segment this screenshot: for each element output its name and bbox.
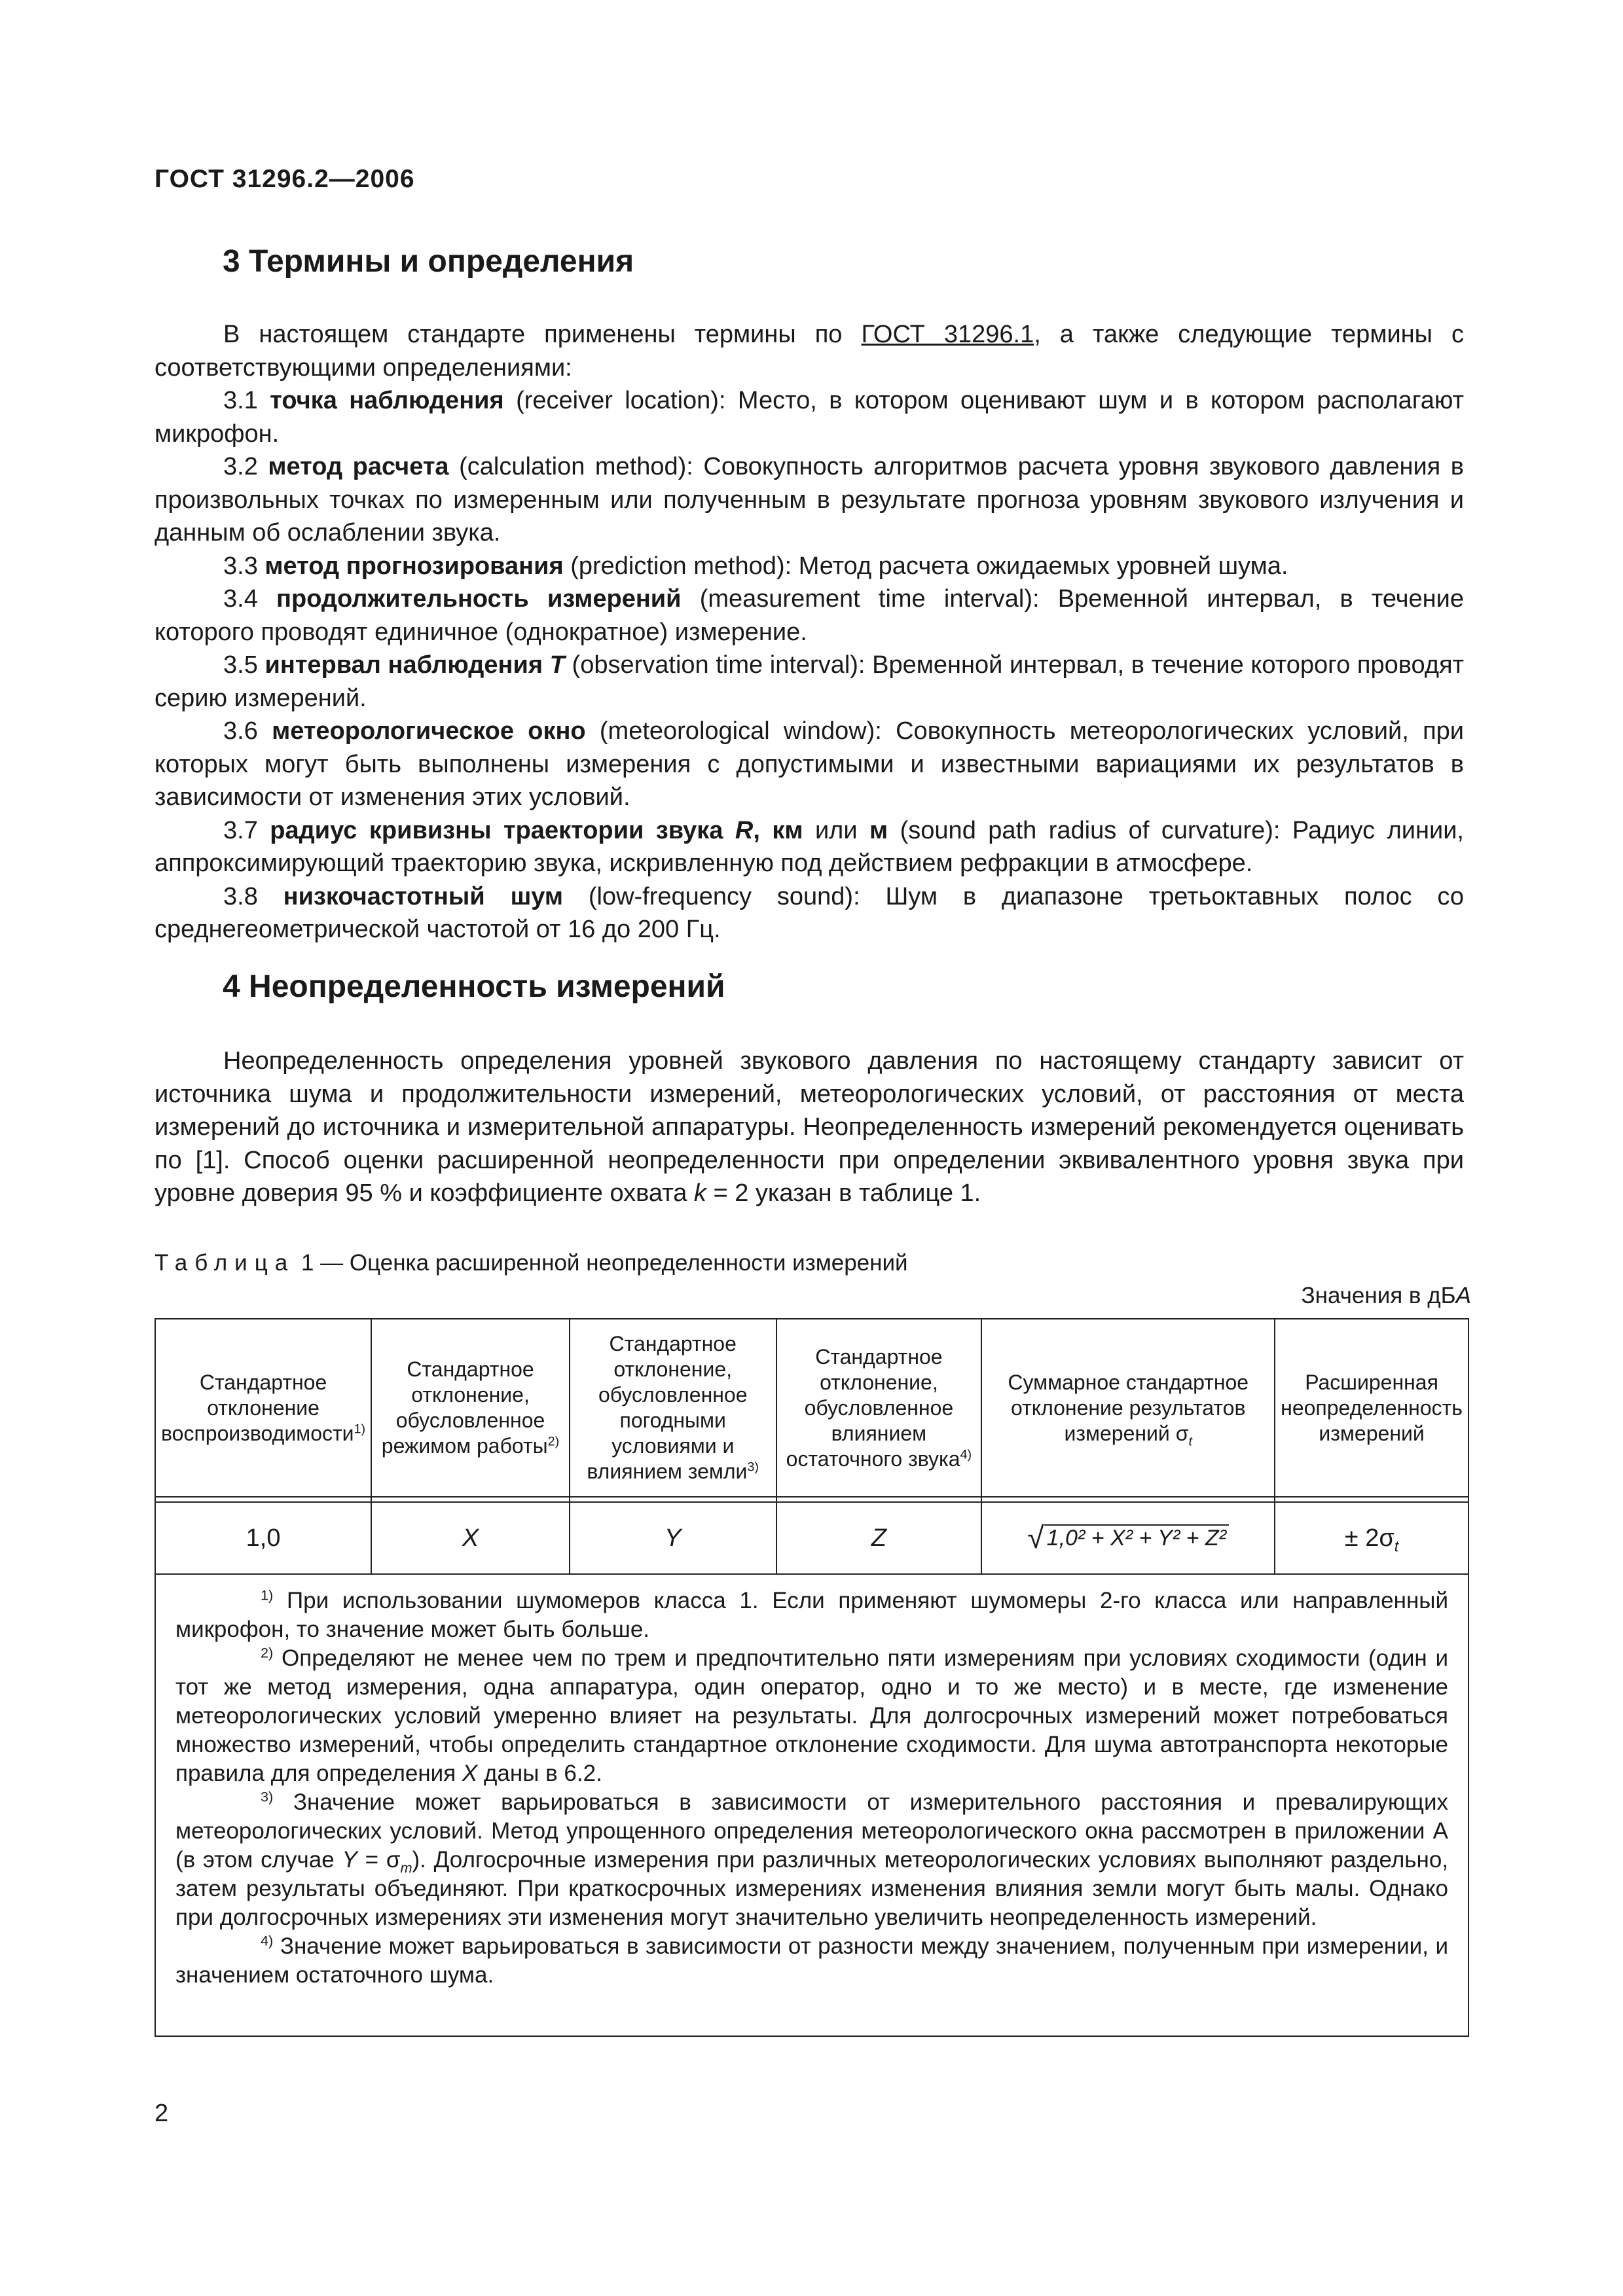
header-separator bbox=[155, 1497, 1468, 1502]
section-3-title: 3 Термины и определения bbox=[223, 244, 634, 279]
header-expanded-uncertainty bbox=[1275, 1319, 1468, 1497]
separator-cell bbox=[371, 1497, 570, 1502]
paragraph-text: Неопределенность определения уровней звукового давления по настоящему стандарту зависит от источника шума и продолжительности измерений, метеорологических условий, от расстояния от места измерений до источника и измерительной аппаратуры. Неопределенность измерений рекомендуется оценивать по [1]. Способ оценки расширенной неопределенности при определении эквивалентного уровня звука при уровне доверия 95 % и коэффициенте охвата bbox=[155, 1047, 1464, 1207]
header-text: Стандартное отклонение воспроизводимости bbox=[161, 1370, 354, 1445]
footnote-text-cont: ). Долгосрочные измерения при различных метеорологических условиях выполняют раздельно, затем результаты объединяют. При краткосрочных измерениях изменения влияния земли могут быть малы. Однако при долгосрочных измерениях эти изменения могут значительно увеличить неопределенность измерений. bbox=[175, 1847, 1449, 1930]
section-3-intro bbox=[155, 318, 1464, 384]
term-symbol: R bbox=[735, 816, 754, 844]
cell-z: Z bbox=[776, 1502, 982, 1574]
term-unit-alt: м bbox=[869, 816, 888, 844]
term-3-5 bbox=[155, 649, 1464, 715]
footnote-text-cont: даны в 6.2. bbox=[477, 1761, 602, 1786]
footnote-3 bbox=[175, 1788, 1448, 1932]
term-name: точка наблюдения bbox=[270, 387, 504, 414]
table-1-units bbox=[1302, 1283, 1472, 1309]
section-3-body bbox=[155, 318, 1464, 946]
units-weighting: A bbox=[1455, 1283, 1471, 1308]
term-symbol: T bbox=[549, 651, 565, 679]
table-row bbox=[155, 1502, 1468, 1574]
term-name: низкочастотный шум bbox=[283, 882, 563, 910]
footnote-text: Значение может варьироваться в зависимости от разности между значением, полученным при измерении, и значением остаточного шума. bbox=[175, 1933, 1448, 1988]
table-1-caption bbox=[155, 1250, 908, 1276]
separator-cell bbox=[981, 1497, 1275, 1502]
term-3-4 bbox=[155, 583, 1464, 649]
subscript: t bbox=[1394, 1537, 1399, 1555]
header-text: Суммарное стандартное отклонение результатов измерений σ bbox=[1008, 1370, 1249, 1445]
header-operating-mode bbox=[371, 1319, 570, 1497]
footnote-mark: 1) bbox=[261, 1587, 274, 1604]
subscript: m bbox=[400, 1859, 412, 1876]
separator-cell bbox=[570, 1497, 776, 1502]
cell-reproducibility: 1,0 bbox=[155, 1502, 371, 1574]
header-text: Стандартное отклонение, обусловленное погодными условиями и влиянием земли bbox=[587, 1332, 748, 1483]
term-connector: или bbox=[803, 816, 870, 844]
term-number: 3.7 bbox=[223, 816, 270, 844]
term-number: 3.8 bbox=[223, 882, 283, 910]
term-name: метеорологическое окно bbox=[272, 717, 586, 745]
cell-y: Y bbox=[570, 1502, 776, 1574]
term-3-7 bbox=[155, 814, 1464, 880]
term-3-2 bbox=[155, 450, 1464, 550]
term-definition: (sound path radius of curvature): Радиус линии, аппроксимирующий траекторию звука, искривленную под действием рефракции в атмосфере. bbox=[155, 816, 1464, 877]
term-name: интервал наблюдения bbox=[264, 651, 550, 679]
term-definition: (prediction method): Метод расчета ожидаемых уровней шума. bbox=[563, 552, 1288, 580]
section-4-title: 4 Неопределенность измерений bbox=[223, 969, 725, 1004]
footnote-mark: 3) bbox=[747, 1460, 759, 1475]
header-text: Стандартное отклонение, обусловленное режимом работы bbox=[381, 1357, 548, 1458]
term-3-3 bbox=[155, 550, 1464, 583]
term-number: 3.5 bbox=[223, 651, 265, 679]
section-4-paragraph bbox=[155, 1045, 1464, 1210]
footnote-text: При использовании шумомеров класса 1. Если применяют шумомеры 2-го класса или направленный микрофон, то значение может быть больше. bbox=[175, 1588, 1448, 1642]
term-name: метод прогнозирования bbox=[264, 552, 564, 580]
header-combined-std bbox=[981, 1319, 1275, 1497]
term-name: метод расчета bbox=[268, 453, 449, 480]
paragraph-text-cont: = 2 указан в таблице 1. bbox=[706, 1179, 981, 1207]
formula-radicand: 1,0² + X² + Y² + Z² bbox=[1044, 1524, 1229, 1551]
header-text: Стандартное отклонение, обусловленное влиянием остаточного звука bbox=[786, 1344, 960, 1471]
expanded-value: ± 2σ bbox=[1344, 1524, 1395, 1552]
table-header-row bbox=[155, 1319, 1468, 1497]
term-3-6 bbox=[155, 715, 1464, 814]
footnote-1 bbox=[175, 1587, 1448, 1644]
separator-cell bbox=[1275, 1497, 1468, 1502]
cell-expanded bbox=[1275, 1502, 1468, 1574]
term-number: 3.3 bbox=[223, 552, 265, 580]
table-1 bbox=[155, 1318, 1469, 2037]
term-definition: (meteorological window): Совокупность метеорологических условий, при которых могут быть выполнены измерения с допустимыми и известными вариациями их результатов в зависимости от изменения этих условий. bbox=[155, 717, 1465, 811]
table-label: Таблица bbox=[155, 1250, 295, 1276]
term-number: 3.2 bbox=[223, 453, 268, 480]
footnote-mark: 3) bbox=[261, 1788, 274, 1805]
document-code: ГОСТ 31296.2—2006 bbox=[155, 165, 415, 193]
term-definition: (receiver location): Место, в котором оценивают шум и в котором располагают микрофон. bbox=[155, 387, 1465, 448]
term-number: 3.1 bbox=[223, 387, 270, 414]
footnote-mark: 1) bbox=[354, 1421, 366, 1436]
term-3-1 bbox=[155, 384, 1464, 450]
intro-text-cont: , а также следующие термины с соответствующими определениями: bbox=[155, 321, 1464, 382]
table-notes bbox=[155, 1574, 1468, 2036]
cell-formula bbox=[981, 1502, 1275, 1574]
term-definition: (observation time interval): Временной интервал, в течение которого проводят серию измерений. bbox=[155, 651, 1464, 712]
cell-x: X bbox=[371, 1502, 570, 1574]
header-weather-ground bbox=[570, 1319, 776, 1497]
footnote-mark: 2) bbox=[547, 1434, 560, 1449]
separator-cell bbox=[776, 1497, 982, 1502]
term-number: 3.6 bbox=[223, 717, 272, 745]
term-definition: (low-frequency sound): Шум в диапазоне третьоктавных полос со среднегеометрической частотой от 16 до 200 Гц. bbox=[155, 882, 1464, 943]
footnote-text: Значение может варьироваться в зависимости от измерительного расстояния и превалирующих метеорологических условий. Метод упрощенного определения метеорологического окна рассмотрен в приложении А (в этом случае bbox=[175, 1789, 1448, 1873]
footnote-mark: 4) bbox=[261, 1932, 274, 1949]
header-text: Расширенная неопределенность измерений bbox=[1281, 1370, 1463, 1445]
header-reproducibility bbox=[155, 1319, 371, 1497]
footnote-4 bbox=[175, 1932, 1448, 1990]
term-3-8 bbox=[155, 880, 1464, 946]
units-text: Значения в дБ bbox=[1301, 1283, 1456, 1308]
section-4-body bbox=[155, 1045, 1464, 1210]
term-name: продолжительность измерений bbox=[276, 585, 682, 613]
sqrt-icon: √ bbox=[1027, 1520, 1044, 1554]
footnote-mark: 4) bbox=[960, 1446, 972, 1462]
footnote-symbol: Y bbox=[342, 1847, 357, 1873]
footnote-symbol: X bbox=[462, 1761, 478, 1786]
intro-text: В настоящем стандарте применены термины по bbox=[223, 321, 862, 348]
separator-cell bbox=[155, 1497, 371, 1502]
header-residual-sound bbox=[776, 1319, 982, 1497]
term-name: радиус кривизны траектории звука bbox=[270, 816, 735, 844]
term-definition: (measurement time interval): Временной интервал, в течение которого проводят единичное (однократное) измерение. bbox=[155, 585, 1464, 646]
footnote-2 bbox=[175, 1644, 1448, 1788]
table-notes-row bbox=[155, 1574, 1468, 2036]
term-number: 3.4 bbox=[223, 585, 277, 613]
gost-31296-1-link[interactable]: ГОСТ 31296.1 bbox=[861, 321, 1034, 348]
table-title: 1 — Оценка расширенной неопределенности измерений bbox=[295, 1250, 908, 1276]
term-unit: , км bbox=[753, 816, 803, 844]
term-definition: (calculation method): Совокупность алгоритмов расчета уровня звукового давления в произвольных точках по измеренным или полученным в результате прогноза уровням звукового излучения и данным об ослаблении звука. bbox=[155, 453, 1464, 547]
coverage-factor-symbol: k bbox=[693, 1179, 706, 1207]
sqrt-formula bbox=[1027, 1520, 1229, 1554]
footnote-mark: 2) bbox=[261, 1644, 274, 1661]
subscript: t bbox=[1188, 1433, 1192, 1448]
footnote-text: Определяют не менее чем по трем и предпочтительно пяти измерениям при условиях сходимости (один и тот же метод измерения, одна аппаратура, один оператор, одно и то же место) и в месте, где изменение метеорологических условий умеренно влияет на результаты. Для долгосрочных измерений может потребоваться множество измерений, чтобы определить стандартное отклонение сходимости. Для шума автотранспорта некоторые правила для определения bbox=[175, 1645, 1448, 1786]
footnote-equation: = σ bbox=[357, 1847, 401, 1873]
page-number: 2 bbox=[155, 2100, 169, 2127]
